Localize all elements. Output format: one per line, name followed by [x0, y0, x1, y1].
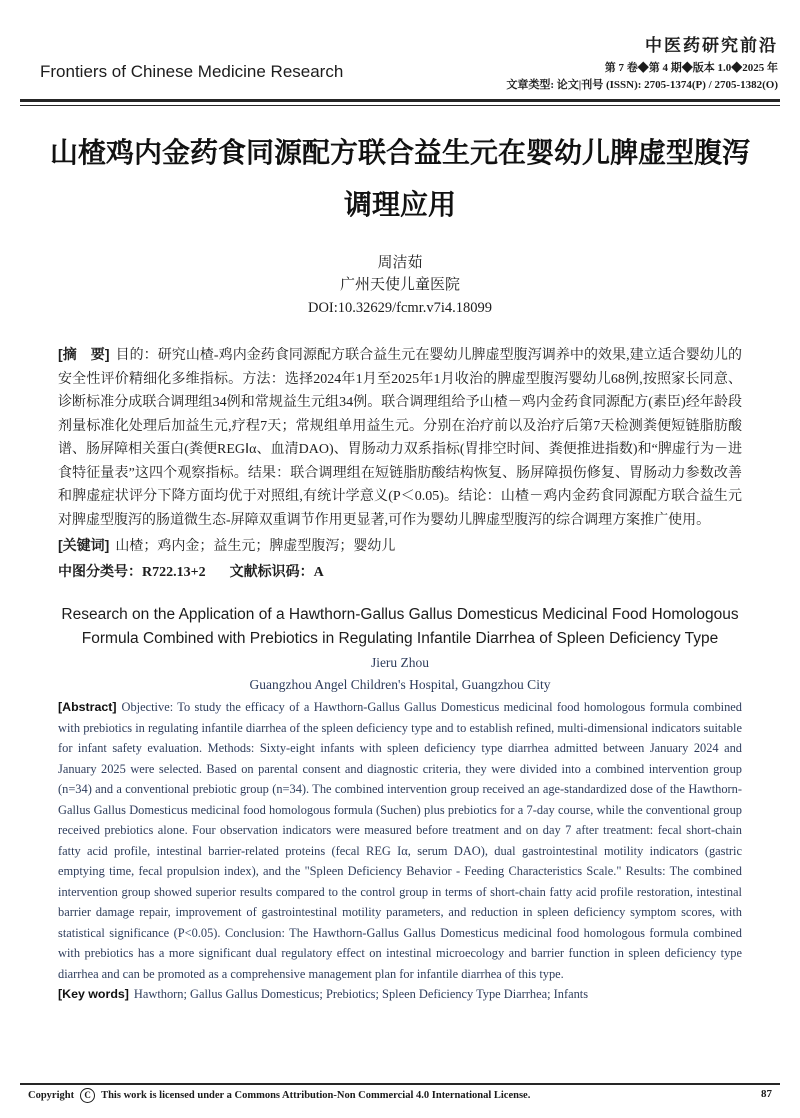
copyright-line [28, 1088, 530, 1103]
clc-line [58, 559, 742, 585]
doc-code-label: 文献标识码： [229, 563, 314, 580]
abstract-cn-text: 目的：研究山楂-鸡内金药食同源配方联合益生元在婴幼儿脾虚型腹泻调养中的效果,建立适合婴幼儿的安全性评价精细化多维指标。方法：选择2024年1月至2025年1月收治的脾虚型腹泻婴幼儿68例,按照家长同意、诊断标准分成联合调理组34例和常规益生元组34例。联合调理组给予山楂－鸡内金药食同源配方(素臣)经年龄段剂量标准化处理后加益生元,疗程7天；常规组单用益生元。分别在治疗前以及治疗后第7天检测粪便短链脂肪酸谱、肠屏障相关蛋白(粪便REGⅠα、血清DAO)、胃肠动力双系指标(胃排空时间、粪便推进指数)和“脾虚行为－进食特征量表”这四个观察指标。结果：联合调理组在短链脂肪酸结构恢复、肠屏障损伤修复、胃肠动力参数改善和脾虚症状评分下降方面均优于对照组,有统计学意义(P＜0.05)。结论：山楂－鸡内金药食同源配方联合益生元对脾虚型腹泻的肠道微生态-屏障双重调节作用更显著,可作为婴幼儿脾虚型腹泻的综合调理方案推广使用。 [58, 348, 742, 528]
journal-title-cn: 中医药研究前沿 [645, 36, 778, 55]
journal-info-block [506, 34, 778, 94]
doi-line: DOI:10.32629/fcmr.v7i4.18099 [307, 299, 493, 316]
journal-title-en: Frontiers of Chinese Medicine Research [40, 61, 344, 81]
abstract-en-label: [Abstract] [58, 700, 117, 715]
clc-value: R722.13+2 [142, 565, 206, 581]
page-number: 87 [761, 1088, 772, 1100]
license-text: This work is licensed under a Commons Attribution-Non Commercial 4.0 International License. [101, 1090, 531, 1101]
affiliation-en: Guangzhou Angel Children's Hospital, Guangzhou City [249, 676, 551, 692]
page-header [0, 0, 800, 99]
clc-label: 中图分类号： [58, 563, 142, 580]
page-title-en: Research on the Application of a Hawthorn-Gallus Gallus Domesticus Medicinal Food Homologous Formula Combined with Prebiotics in Regulating Infantile Diarrhea of Spleen Deficiency Type [61, 606, 739, 647]
footer-divider [20, 1083, 780, 1085]
article-type-issn-line: 文章类型: 论文|刊号 (ISSN): 2705-1374(P) / 2705-1382(O) [506, 78, 778, 91]
page-footer [28, 1088, 772, 1103]
keywords-en [58, 984, 742, 1005]
affiliation-cn: 广州天使儿童医院 [339, 277, 460, 294]
abstract-cn [58, 343, 742, 532]
keywords-cn-text: 山楂；鸡内金；益生元；脾虚型腹泻；婴幼儿 [115, 539, 396, 555]
author-name-en: Jieru Zhou [370, 655, 430, 671]
page-title-cn: 山楂鸡内金药食同源配方联合益生元在婴幼儿脾虚型腹泻调理应用 [49, 137, 750, 221]
doc-code-value: A [313, 565, 324, 581]
keywords-cn-label: [关键词] [58, 537, 110, 554]
author-block [0, 252, 800, 320]
creative-commons-icon: C [80, 1088, 95, 1103]
keywords-cn [58, 533, 742, 559]
abstract-en [58, 697, 742, 984]
keywords-en-text: Hawthorn; Gallus Gallus Domesticus; Prebiotics; Spleen Deficiency Type Diarrhea; Infants [133, 987, 589, 1002]
copyright-label: Copyright [28, 1090, 75, 1101]
author-name-cn: 周洁茹 [377, 254, 423, 271]
header-divider [20, 99, 780, 106]
keywords-en-label: [Key words] [58, 987, 129, 1002]
issue-line: 第 7 卷◆第 4 期◆版本 1.0◆2025 年 [604, 61, 778, 74]
abstract-en-text: Objective: To study the efficacy of a Hawthorn-Gallus Gallus Domesticus medicinal food homologous formula combined with prebiotics in regulating infantile diarrhea of the spleen deficiency type and to establish refined, multi-dimensional indicators suitable for infant safety evaluation. Methods: Sixty-eight infants with spleen deficiency type diarrhea admitted between January 2024 and January 2025 were selected. Based on parental consent and diagnostic criteria, they were divided into a combined intervention group (n=34) and a conventional prebiotic group (n=34). The combined intervention group received an age-standardized dose of the Hawthorn-Gallus Gallus Domesticus medicinal food homologous formula (Suchen) plus prebiotics for a 7-day course, while the conventional group received prebiotics alone. Four observation indicators were measured before treatment and on day 7 after treatment: fecal short-chain fatty acid profile, intestinal barrier-related proteins (fecal REG Iα, serum DAO), dual gastrointestinal motility indicators (gastric emptying time, fecal propulsion index), and the "Spleen Deficiency Behavior - Feeding Characteristics Scale." Results: The combined intervention group showed superior results compared to the control group in terms of short-chain fatty acid profile restoration, intestinal barrier damage repair, improvement of gastrointestinal motility parameters, and reduction in spleen deficiency symptom scores, with statistical significance (P<0.05). Conclusion: The Hawthorn-Gallus Gallus Domesticus medicinal food homologous formula combined with prebiotics has a more significant dual regulatory effect on intestinal microecology and barrier function in spleen deficiency type diarrhea and can be promoted as a comprehensive management plan for infantile diarrhea of this type. [58, 700, 742, 981]
abstract-cn-label: [摘 要] [58, 346, 110, 363]
